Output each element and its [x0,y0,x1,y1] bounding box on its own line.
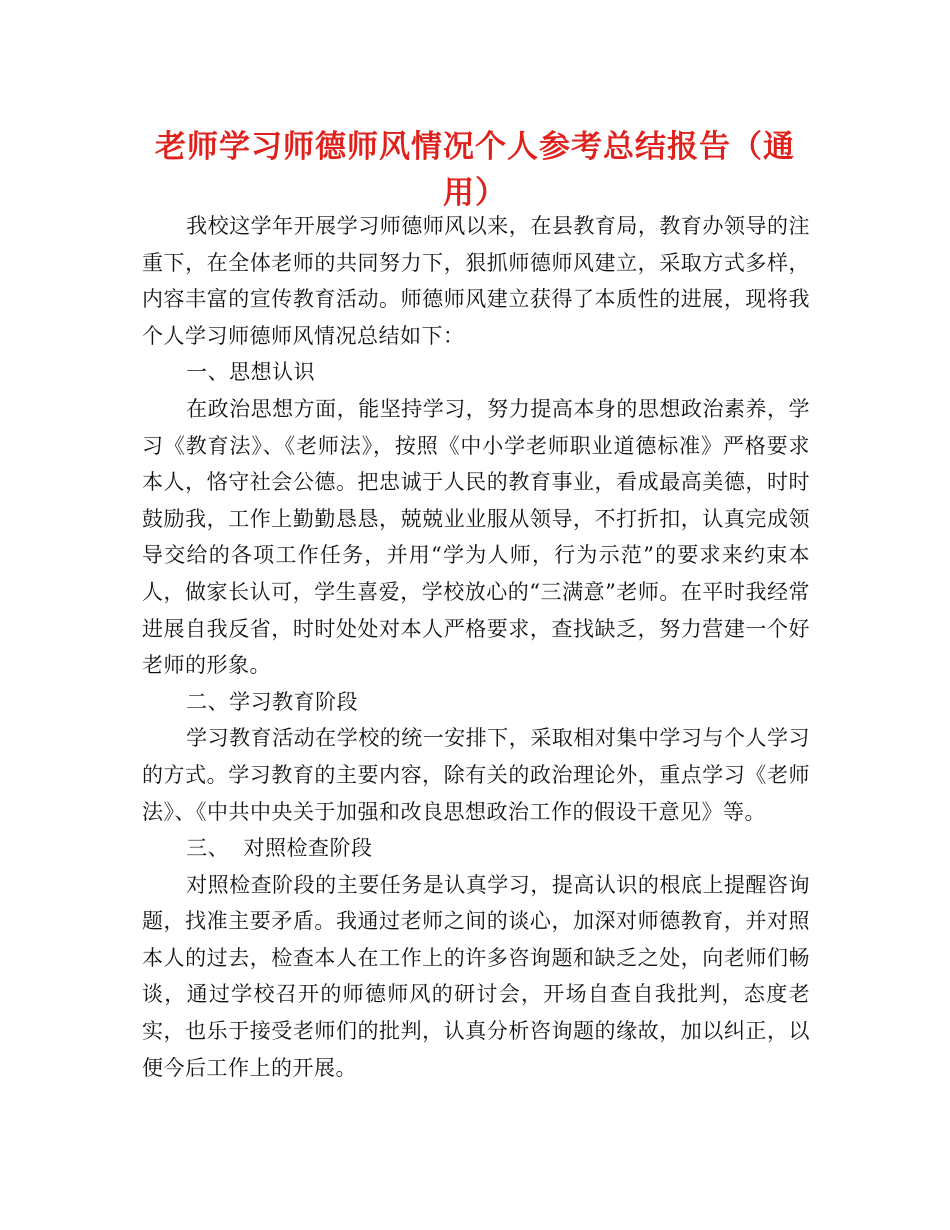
document-title: 老师学习师德师风情况个人参考总结报告（通用） [155,129,795,211]
document-body [142,208,810,1086]
section-heading-check: 三、 对照检查阶段 [186,836,373,861]
thinking-paragraph: 在政治思想方面，能坚持学习，努力提高本身的思想政治素养，学习《教育法》、《老师法》，按照《中小学老师职业道德标准》严格要求本人，恪守社会公德。把忠诚于人民的教育事业，看成最高美德，时时鼓励我，工作上勤勤恳恳，兢兢业业服从领导，不打折扣，认真完成领导交给的各项工作任务，并用“学为人师，行为示范”的要求来约束本人，做家长认可，学生喜爱，学校放心的“三满意”老师。在平时我经常进展自我反省，时时处处对本人严格要求，查找缺乏，努力营建一个好老师的形象。 [142,396,810,678]
intro-paragraph: 我校这学年开展学习师德师风以来，在县教育局，教育办领导的注重下，在全体老师的共同努力下，狠抓师德师风建立，采取方式多样，内容丰富的宣传教育活动。师德师风建立获得了本质性的进展，现将我个人学习师德师风情况总结如下： [142,214,810,348]
section-heading-study: 二、学习教育阶段 [186,689,359,714]
check-paragraph: 对照检查阶段的主要任务是认真学习，提高认识的根底上提醒咨询题，找准主要矛盾。我通过老师之间的谈心，加深对师德教育，并对照本人的过去，检查本人在工作上的许多咨询题和缺乏之处，向老师们畅谈，通过学校召开的师德师风的研讨会，开场自查自我批判，态度老实，也乐于接受老师们的批判，认真分析咨询题的缘故，加以纠正，以便今后工作上的开展。 [142,872,810,1080]
study-paragraph: 学习教育活动在学校的统一安排下，采取相对集中学习与个人学习的方式。学习教育的主要内容，除有关的政治理论外，重点学习《老师法》、《中共中央关于加强和改良思想政治工作的假设干意见》等。 [142,726,810,824]
section-heading-thinking: 一、思想认识 [186,360,316,385]
